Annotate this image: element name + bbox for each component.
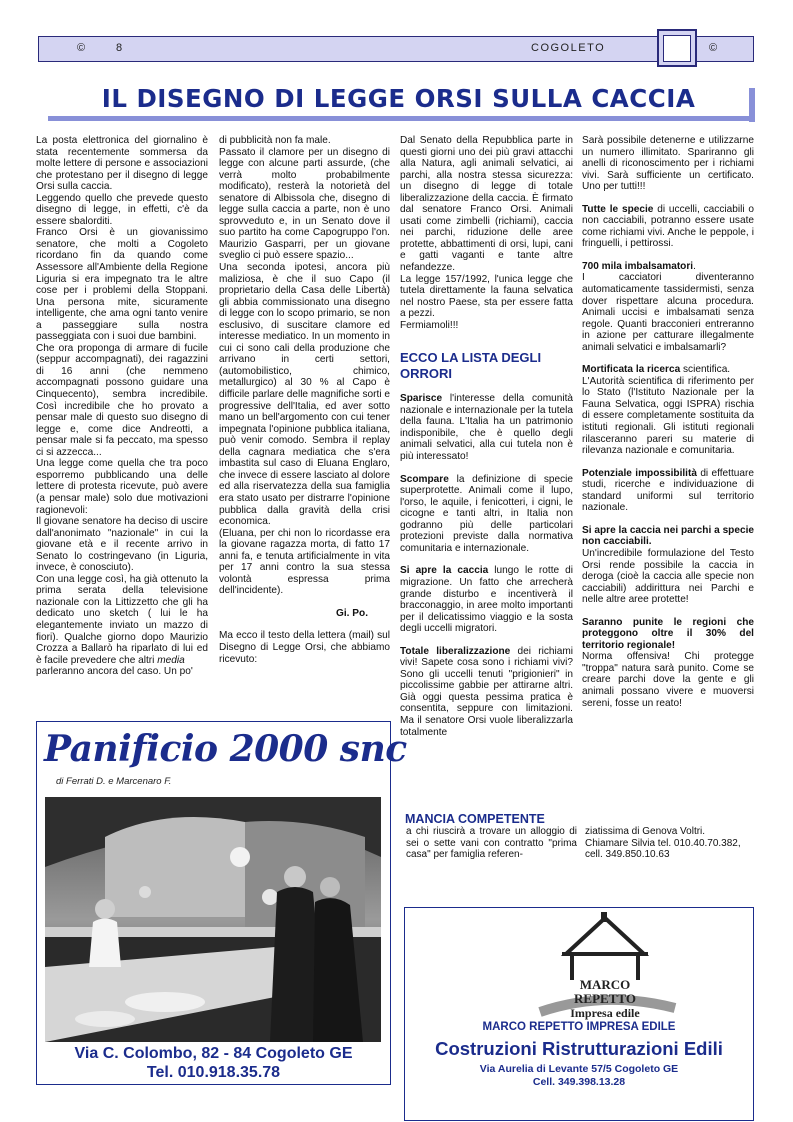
paragraph: Una legge come quella che tra poco esporremo pubblicando una delle lettere di protesta ricevute, può avere (a pensar male) solo due motivazioni ragionevoli: bbox=[36, 458, 208, 516]
spacer bbox=[400, 331, 573, 342]
spacer bbox=[582, 250, 754, 261]
paragraph: Ma ecco il testo della lettera (mail) sul Disegno di Legge Orsi, che abbiamo ricevuto: bbox=[219, 630, 390, 665]
item-text: Un'incredibile formulazione del Testo Orsi rende possibile la caccia in deroga (cioè la caccia alle specie non cacciabili) addirittura nei Parchi e nelle altre aree protette! bbox=[582, 547, 754, 606]
logo-line-1: MARCO bbox=[579, 977, 631, 992]
spacer bbox=[400, 554, 573, 565]
spacer bbox=[582, 193, 754, 204]
paragraph: La legge 157/1992, l'unica legge che tutela direttamente la fauna selvatica nel nostro Paese, sta per essere fatta a pezzi. bbox=[400, 273, 573, 320]
title-underline bbox=[48, 116, 755, 121]
spacer bbox=[219, 597, 390, 608]
logo-line-3: Impresa edile bbox=[570, 1006, 640, 1020]
spacer bbox=[400, 635, 573, 646]
column-4 bbox=[582, 135, 754, 709]
item-lead: Sparisce bbox=[400, 393, 443, 405]
paragraph: Sarà possibile detenerne e utilizzarne un numero illimitato. Spariranno gli anelli di riconoscimento per i richiami vivi. Sarà sufficiente un certificato. Uno per tutti!!! bbox=[582, 135, 754, 193]
ad-repetto-name: MARCO REPETTO IMPRESA EDILE bbox=[482, 1021, 676, 1033]
list-item bbox=[582, 468, 754, 514]
spacer bbox=[400, 463, 573, 474]
mancia-paragraph: a chi riuscirà a trovare un alloggio di sei o sette vani con contratto "prima casa" per famiglia referen- bbox=[406, 826, 577, 860]
article-title: IL DISEGNO DI LEGGE ORSI SULLA CACCIA bbox=[101, 84, 696, 113]
ad-repetto-cell: Cell. 349.398.13.28 bbox=[532, 1076, 626, 1088]
item-lead: Tutte le specie bbox=[582, 203, 654, 215]
mancia-text-left bbox=[406, 826, 577, 861]
page-number: 8 bbox=[116, 42, 123, 54]
paragraph: Il giovane senatore ha deciso di uscire dall'anonimato "nazionale" in cui la giovane età e il recente arrivo in Senato lo costringevano (in Liguria, invece, è conosciuto). bbox=[36, 516, 208, 574]
paragraph: Fermiamoli!!! bbox=[400, 319, 459, 331]
list-item bbox=[400, 393, 573, 462]
spacer bbox=[582, 457, 754, 468]
mancia-line: ziatissima di Genova Voltri. bbox=[585, 826, 706, 837]
paragraph: parleranno ancora del caso. Un po' bbox=[36, 666, 193, 678]
copyright-mark-left: © bbox=[77, 42, 86, 54]
paragraph: Che ora proponga di armare di fucile (seppur accompagnati), dei ragazzini di 16 anni (che nemmeno accompagnati possono guidare una Cinquecento), sembra incredibile. Così incredibile che ho provato a pensar male di questo suo disegno di legge e, come dice Andreotti, a pensar male si fa peccato, ma spesso ci si azzecca... bbox=[36, 342, 208, 458]
item-lead: Si apre la caccia bbox=[400, 565, 489, 577]
column-2 bbox=[219, 135, 390, 665]
item-lead: Totale liberalizzazione bbox=[400, 645, 511, 657]
header-decorative-box-inner bbox=[663, 35, 691, 62]
paragraph: Una seconda ipotesi, ancora più maliziosa, è che il suo Capo (il proprietario della Casa delle Libertà) gli abbia commissionato una disegno di legge con lo scopo primario, se non esclusivo, di suscitare clamore ed interesse mediatico. In un momento in cui ci sono cali della produzione che arrivano in certi settori, (automobilistico, chimico, metallurgico) al 30 % al Capo è difficile parlare delle magnifiche sorti e progressive dell'Italia, ed aver sotto mano un bell'argomento con cui tener impegnata l'opinione pubblica italiana, può venir comodo. Sembra il replay della cagnara mediatica che s'era imbastita sul caso di Eluana Englaro, che invece di essere lasciato al dolore ed alla riservatezza della sua famiglia era stato usato per distrarre l'opinione pubblica dalla gravità della crisi economica. bbox=[219, 262, 390, 528]
item-text: scientifica. L'Autorità scientifica di riferimento per lo Stato (l'Istituto Nazionale per la Fauna Selvatica, oggi ISPRA) rischia di essere completamente sostituita da istituti regionali. Gli istituti regionali rilasceranno pareri su materie di rilevanza nazionale e comunitaria. bbox=[582, 364, 754, 457]
item-lead: Potenziale impossibilità bbox=[582, 467, 697, 479]
spacer bbox=[582, 514, 754, 525]
paragraph: Franco Orsi è un giovanissimo senatore, che molti a Cogoleto ricordano fin da quando come Assessore all'Ambiente della Regione Liguria si era impegnato tra le altre cose per i problemi della Stoppani. Una persona mite, sicuramente intelligente, che ama ogni tanto venire a passeggiare sulla nostra passeggiata con i suoi due bambini. bbox=[36, 227, 208, 343]
item-lead: 700 mila imbalsamatori bbox=[582, 260, 694, 272]
item-text: dei richiami vivi! Sapete cosa sono i richiami vivi? Sono gli uccelli tenuti "prigionieri" in piccolissime gabbie per attirarne altri. Già oggi questa pessima pratica è consentita, seppure con limitazioni. Ma il senatore Orsi vuole liberalizzarla totalmente bbox=[400, 645, 573, 738]
list-item bbox=[582, 364, 754, 456]
ad-panificio-subtitle: di Ferrati D. e Marcenaro F. bbox=[56, 776, 172, 787]
list-item bbox=[582, 204, 754, 250]
mancia-line: Chiamare Silvia tel. 010.40.70.382, bbox=[585, 837, 741, 849]
paragraph: Passato il clamore per un disegno di legge con alcune parti assurde, (che verrà molto probabilmente modificato), resterà la notorietà del senatore di Albissola che, disegno di legge sulla caccia a parte, non è uno sprovveduto e, in un Senato dove il suo partito ha come Capogruppo l'on. Maurizio Gasparri, per un giovane sveglio ci può essere spazio... bbox=[219, 146, 390, 262]
spacer bbox=[582, 353, 754, 364]
spacer bbox=[582, 606, 754, 617]
ad-repetto-services: Costruzioni Ristrutturazioni Edili bbox=[435, 1038, 723, 1059]
header-bar bbox=[38, 36, 754, 62]
paragraph: Dal Senato della Repubblica parte in questi giorni uno dei più gravi attacchi alla Natura, agli animali selvatici, ai parchi, alla nostra stessa sicurezza: un disegno di legge di totale liberalizzazione della caccia. È firmato dal senatore Franco Orsi. Animali usati come zimbelli (richiami), caccia nei parchi, riduzione delle aree protette, abbattimenti di orsi, lupi, cani e gatti vaganti e tante altre nefandezze. bbox=[400, 135, 573, 274]
paragraph bbox=[36, 574, 208, 666]
ad-panificio-title: Panificio 2000 snc bbox=[44, 728, 407, 770]
list-item bbox=[400, 565, 573, 634]
paragraph: Leggendo quello che prevede questo disegno di legge, in effetti, c'è da essere sbalorditi. bbox=[36, 192, 208, 227]
item-text: . I cacciatori diventeranno automaticamente tassidermisti, senza dover rispettare alcuna procedura. Animali uccisi e imbalsamati senza regole. Quanti bracconieri entreranno in azione per catturare illegalmente animali selvatici e imbalsamarli? bbox=[582, 260, 754, 353]
item-text: lungo le rotte di migrazione. Un fatto che arrecherà grande disturbo e incentiverà il bracconaggio, in aree molto importanti per il delicatissimo viaggio e la sosta degli uccelli migratori. bbox=[400, 565, 574, 635]
copyright-mark-right: © bbox=[709, 42, 718, 54]
spacer bbox=[400, 382, 573, 393]
list-item bbox=[582, 261, 754, 353]
paragraph: di pubblicità non fa male. bbox=[219, 135, 331, 146]
mancia-text-right bbox=[585, 826, 757, 861]
paragraph: La posta elettronica del giornalino è stata recentemente sommersa da molte lettere di persone e associazioni che protestano per il disegno di legge Orsi sulla caccia. bbox=[36, 135, 208, 193]
logo-line-2: REPETTO bbox=[574, 991, 636, 1006]
item-text: l'interesse della comunità nazionale e internazionale per la tutela della fauna. L'Italia ha un patrimonio indisponibile, che è quello degli animali selvatici, alla cui tutela non è più interessato! bbox=[400, 393, 573, 463]
item-text: Norma offensiva! Chi protegge "troppa" natura sarà punito. Come se creare parchi dove la gente e gli animali possano vivere e muoversi sereni, fosse un reato! bbox=[582, 651, 754, 709]
spacer bbox=[219, 619, 390, 630]
paragraph: (Eluana, per chi non lo ricordasse era la giovane ragazza morta, di fatto 17 anni fa, e tenuta artificialmente in vita per 17 anni contro la sua stessa volontà espressa prima dell'incidente). bbox=[219, 527, 390, 597]
list-item bbox=[582, 617, 754, 709]
header-town: COGOLETO bbox=[531, 42, 606, 54]
item-lead: Saranno punite le regioni che proteggono oltre il 30% del territorio regionale! bbox=[582, 616, 754, 651]
list-item bbox=[400, 646, 573, 738]
list-item bbox=[582, 525, 754, 606]
ad-repetto-address: Via Aurelia di Levante 57/5 Cogoleto GE bbox=[479, 1063, 679, 1075]
item-lead: Scompare bbox=[400, 473, 449, 485]
ad-panificio-phone: Tel. 010.918.35.78 bbox=[146, 1064, 281, 1081]
item-text: la definizione di specie superprotette. Animali come il lupo, l'orso, le aquile, i fenicotteri, i cigni, le cicogne e tanti altri, in Italia non godranno più delle particolari protezioni previste dalla normativa comunitaria e internazionale. bbox=[400, 473, 573, 554]
bakery-photo bbox=[45, 797, 381, 1042]
item-text: di uccelli, cacciabili o non cacciabili, potranno essere usate come richiami vivi. Anche le peppole, i fringuelli, i pettirossi. bbox=[582, 203, 754, 250]
ad-panificio-address: Via C. Colombo, 82 - 84 Cogoleto GE bbox=[74, 1045, 353, 1062]
paragraph-text: Con una legge così, ha già ottenuto la prima serata della televisione nazionale con la Littizzetto che gli ha dedicato uno sketch ( lui le ha elegantemente inviato un mazzo di fiori). Qualche giorno dopo Maurizio Crozza a Ballarò ha riparlato di lui ed è facile prevedere che altri bbox=[36, 573, 208, 666]
item-lead: Mortificata la ricerca bbox=[582, 364, 681, 376]
list-item bbox=[400, 474, 573, 555]
house-logo-icon bbox=[520, 910, 690, 1020]
column-3 bbox=[400, 135, 573, 738]
mancia-title: MANCIA COMPETENTE bbox=[405, 812, 545, 826]
item-text: di effettuare studi, ricerche e individuazione di standard uniformi sul territorio nazionale. bbox=[582, 467, 754, 514]
item-lead: Si apre la caccia nei parchi a specie non cacciabili. bbox=[582, 524, 754, 548]
signature: Gi. Po. bbox=[336, 607, 368, 619]
mancia-line: cell. 349.850.10.63 bbox=[585, 849, 670, 860]
list-heading: ECCO LA LISTA DEGLI ORRORI bbox=[400, 350, 542, 382]
italic-word: media bbox=[157, 654, 185, 666]
column-1 bbox=[36, 135, 208, 678]
